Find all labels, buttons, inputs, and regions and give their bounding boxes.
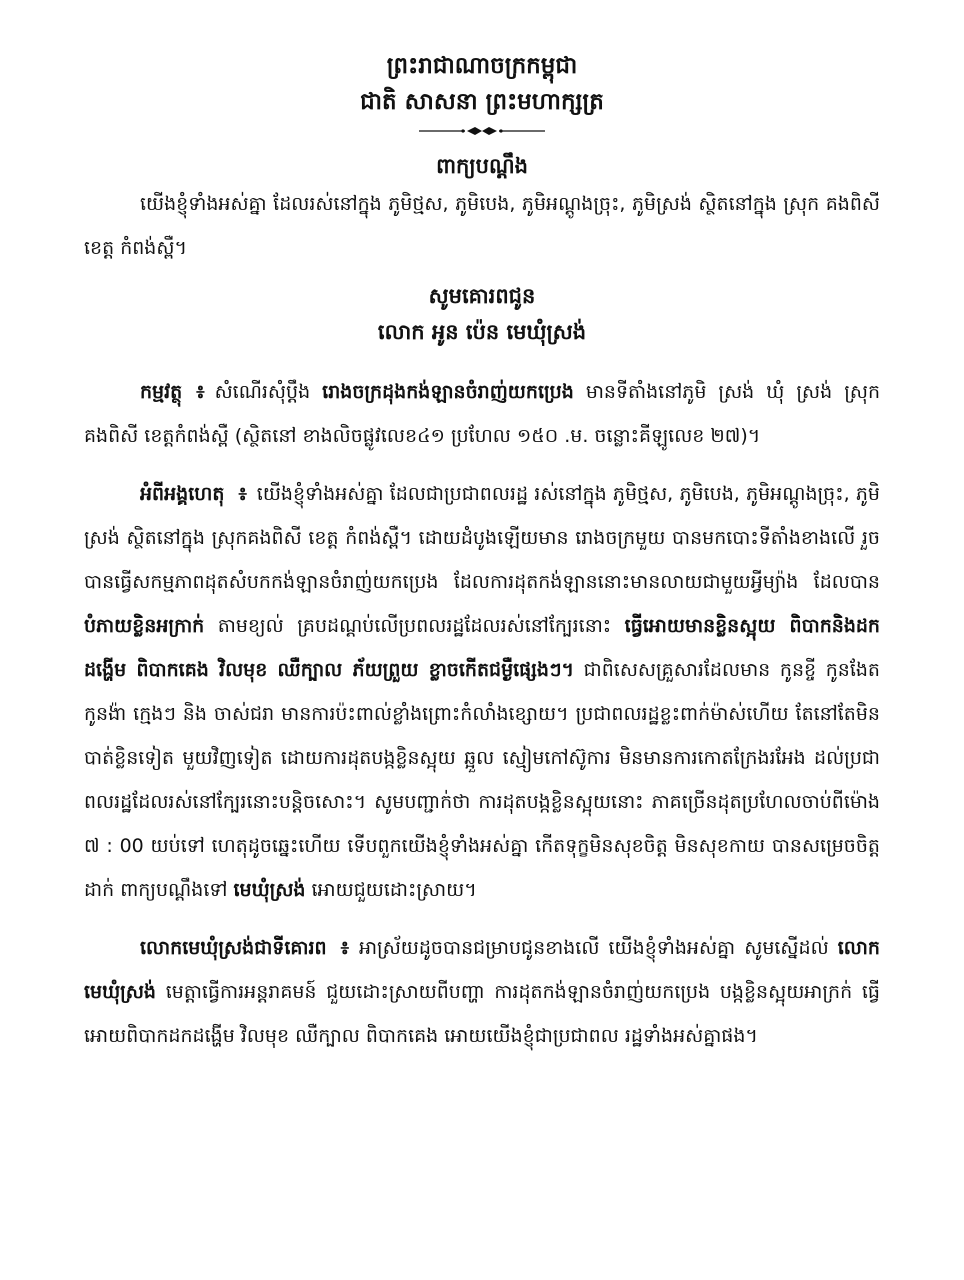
request-text-1: អាស្រ័យដូចបានជម្រាបជូនខាងលើ យើងខ្ញុំទាំងអស់គ្នា សូមស្នើដល់: [358, 937, 838, 959]
recipient-name: លោក អូន ប៉េន មេឃុំស្រង់: [377, 319, 587, 344]
reason-text-2: តាមខ្យល់ គ្របដណ្តប់លើប្រពលរដ្ឋដែលរស់នៅក្បែរនោះ: [204, 615, 625, 637]
reason-bold-1: បំភាយខ្លិនអក្រាក់: [84, 615, 205, 637]
reason-text-3: ជាពិសេសគ្រួសារដែលមាន កូនខ្ចី កូនងែត កូនង៉ា ក្មេងៗ និង ចាស់ជរា មានការប៉ះពាល់ខ្លាំងព្រោះកំលាំងខ្សោយ។ ប្រជាពលរដ្ឋខ្លះពាក់ម៉ាស់ហើយ តែនៅតែមិនបាត់ខ្លិនទៀត មួយវិញទៀត ដោយការដុតបង្កខ្លិនស្អុយ ឆ្អួល ស្មៀមកៅស៊ូការ មិនមានការកោតក្រែងរអែង ដល់ប្រជាពលរដ្ឋដែលរស់នៅក្បែរនោះបន្តិចសោះ។ សូមបញ្ជាក់ថា ការដុតបង្កខ្លិនស្អុយនោះ ភាគច្រើនដុតប្រហែលចាប់ពីម៉ោង ៧ : 00 យប់ទៅ ហេតុដូចឆ្នេះហើយ ទើបពួកយើងខ្ញុំទាំងអស់គ្នា កើតទុក្ខមិនសុខចិត្ត មិនសុខកាយ បានសម្រេចចិត្តដាក់ ពាក្យបណ្តឹងទៅ: [84, 659, 880, 901]
reason-bold-2: ធ្វើអោយមានខ្លិនស្អុយ ពិបាកនិងដកដង្ហើម ពិបាកគេង វិលមុខ ឈឺក្បាល ភ័យព្រួយ ខ្លាចកើតជម្ងឺផ្សេងៗ។: [84, 615, 880, 681]
reason-separator: ៖: [238, 483, 247, 505]
request-paragraph: [84, 926, 880, 1058]
reason-label: អំពីអង្គហេតុ: [140, 483, 225, 505]
subject-label: កម្មវត្ថុ: [140, 381, 183, 403]
subject-separator: ៖: [196, 381, 205, 403]
reason-text-1: យើងខ្ញុំទាំងអស់គ្នា ដែលជាប្រជាពលរដ្ឋ រស់នៅក្នុង ភូមិថ្មស, ភូមិបេង, ភូមិអណ្តូងច្រុះ, ភូមិស្រង់ ស្ថិតនៅក្នុង ស្រុកគងពិសី ខេត្ត កំពង់ស្ពឺ។ ដោយដំបូងឡើយមាន រោងចក្រមួយ បានមកបោះទីតាំងខាងលើ រួចបានធ្វើសកម្មភាពដុតសំបកកង់ឡានចំរាញ់យកប្រេង ដែលការដុតកង់ឡាននោះមានលាយជាមួយអ្វីម្យ៉ាង ដែលបាន: [84, 483, 880, 593]
kingdom-line-1: ព្រះរាជាណាចក្រកម្ពុជា: [386, 52, 578, 79]
reason-text-4: អោយជួយដោះស្រាយ។: [305, 879, 477, 901]
reason-bold-3: មេឃុំស្រង់: [233, 879, 306, 901]
subject-text-before: សំណើរសុំប្តឹង: [214, 381, 311, 403]
request-label: លោកមេឃុំស្រង់ជាទីគោរព: [140, 937, 327, 959]
reason-paragraph: [84, 472, 880, 912]
ornament-icon: [417, 124, 547, 138]
request-separator: ៖: [340, 937, 349, 959]
kingdom-line-2: ជាតិ សាសនា ព្រះមហាក្សត្រ: [360, 88, 604, 115]
recipient-block: [84, 278, 880, 350]
subject-paragraph: [84, 370, 880, 458]
request-bold-1: លោកមេឃុំស្រង់: [84, 937, 880, 1003]
subject-factory: រោងចក្រដុងកង់ឡានចំរាញ់យកប្រេង: [322, 381, 574, 403]
divider-ornament: [84, 122, 880, 142]
document-title: ពាក្យបណ្ដឹង: [436, 153, 528, 178]
recipient-salutation: សូមគោរពជូន: [428, 283, 536, 308]
request-text-2: មេត្តាធ្វើការអន្តរាគមន៍ ជួយដោះស្រាយពីបញ្ហា ការដុតកង់ឡានចំរាញ់យកប្រេង បង្កខ្លិនស្អុយអាក្រក់ ធ្វើអោយពិបាកដកដង្ហើម វិលមុខ ឈឺក្បាល ពិបាកគេង អោយយើងខ្ញុំជាប្រជាពល រដ្ឋទាំងអស់គ្នាផង។: [84, 981, 880, 1047]
subject-text-after: មានទីតាំងនៅភូមិ ស្រង់ ឃុំ ស្រង់ ស្រុក គងពិសី ខេត្តកំពង់ស្ពឺ (ស្ថិតនៅ ខាងលិចផ្លូវលេខ៤១ ប្រហែល ១៥០ .ម. ចន្លោះគីឡូលេខ ២៧)។: [84, 381, 881, 447]
intro-paragraph: យើងខ្ញុំទាំងអស់គ្នា ដែលរស់នៅក្នុង ភូមិថ្មស, ភូមិបេង, ភូមិអណ្តូងច្រុះ, ភូមិស្រង់ ស្ថិតនៅក្នុង ស្រុក គងពិសី ខេត្ត កំពង់ស្ពឺ។: [84, 193, 880, 259]
